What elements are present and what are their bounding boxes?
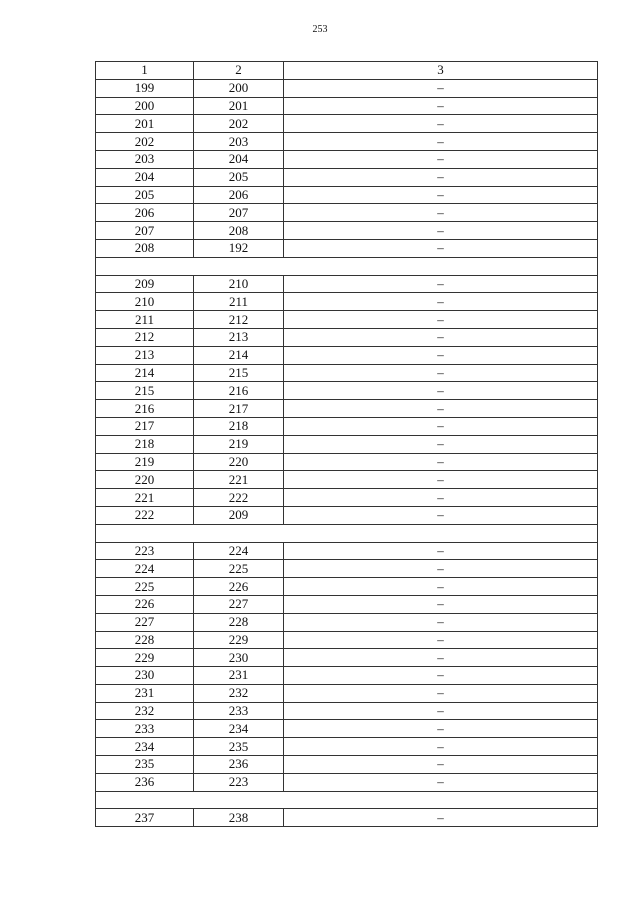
table-cell: – <box>284 382 598 400</box>
table-cell: 232 <box>96 702 194 720</box>
table-cell: 208 <box>194 222 284 240</box>
table-cell: 224 <box>96 560 194 578</box>
table-cell: – <box>284 364 598 382</box>
table-cell: – <box>284 506 598 524</box>
table-cell: 217 <box>194 400 284 418</box>
table-cell: 202 <box>194 115 284 133</box>
table-row <box>96 311 598 329</box>
table-cell: 205 <box>194 168 284 186</box>
table-cell: 202 <box>96 133 194 151</box>
table-cell: 206 <box>194 186 284 204</box>
header-cell: 3 <box>284 62 598 80</box>
table-cell: – <box>284 684 598 702</box>
header-cell: 1 <box>96 62 194 80</box>
separator-cell <box>96 524 598 542</box>
table-cell: 209 <box>194 506 284 524</box>
table-cell: 220 <box>96 471 194 489</box>
separator-row <box>96 257 598 275</box>
table-cell: 232 <box>194 684 284 702</box>
table-row <box>96 186 598 204</box>
table-cell: 229 <box>194 631 284 649</box>
table-cell: – <box>284 738 598 756</box>
table-row <box>96 239 598 257</box>
table-cell: 238 <box>194 809 284 827</box>
table-cell: – <box>284 578 598 596</box>
table-cell: – <box>284 560 598 578</box>
table-cell: – <box>284 186 598 204</box>
table-row <box>96 702 598 720</box>
table-cell: 227 <box>194 595 284 613</box>
table-cell: – <box>284 346 598 364</box>
table-cell: 237 <box>96 809 194 827</box>
table-cell: 236 <box>96 773 194 791</box>
table-row <box>96 542 598 560</box>
table-cell: 219 <box>194 435 284 453</box>
page-number: 253 <box>312 24 328 35</box>
table-row <box>96 489 598 507</box>
table-row <box>96 578 598 596</box>
table-row <box>96 364 598 382</box>
table-cell: – <box>284 400 598 418</box>
table-row <box>96 631 598 649</box>
table-cell: 235 <box>96 756 194 774</box>
table-cell: – <box>284 667 598 685</box>
table-cell: 215 <box>194 364 284 382</box>
table-cell: 230 <box>96 667 194 685</box>
table-row <box>96 346 598 364</box>
table-cell: 228 <box>194 613 284 631</box>
separator-cell <box>96 257 598 275</box>
table-cell: 226 <box>96 595 194 613</box>
table-cell: 214 <box>96 364 194 382</box>
table-cell: 219 <box>96 453 194 471</box>
table-row <box>96 649 598 667</box>
table-row <box>96 506 598 524</box>
table-cell: 204 <box>96 168 194 186</box>
table-cell: 228 <box>96 631 194 649</box>
table-row <box>96 595 598 613</box>
table-cell: – <box>284 489 598 507</box>
table-cell: 212 <box>194 311 284 329</box>
table-cell: 210 <box>96 293 194 311</box>
table-cell: 227 <box>96 613 194 631</box>
table-cell: 234 <box>96 738 194 756</box>
separator-row <box>96 524 598 542</box>
table-cell: – <box>284 756 598 774</box>
table-cell: – <box>284 239 598 257</box>
table-cell: 218 <box>194 417 284 435</box>
table-cell: 223 <box>96 542 194 560</box>
table-row <box>96 150 598 168</box>
table-cell: 222 <box>194 489 284 507</box>
table-row <box>96 79 598 97</box>
table-cell: 231 <box>194 667 284 685</box>
table-cell: – <box>284 133 598 151</box>
table-cell: 200 <box>194 79 284 97</box>
table-cell: – <box>284 204 598 222</box>
table-cell: – <box>284 809 598 827</box>
table-cell: – <box>284 115 598 133</box>
table-row <box>96 417 598 435</box>
table-row <box>96 560 598 578</box>
table-cell: – <box>284 328 598 346</box>
table-cell: 208 <box>96 239 194 257</box>
table-row <box>96 738 598 756</box>
table-cell: – <box>284 471 598 489</box>
table-row <box>96 720 598 738</box>
table-cell: – <box>284 79 598 97</box>
table-cell: 233 <box>194 702 284 720</box>
table-cell: 211 <box>96 311 194 329</box>
table-cell: 199 <box>96 79 194 97</box>
separator-row <box>96 791 598 809</box>
table-cell: 230 <box>194 649 284 667</box>
table-cell: 205 <box>96 186 194 204</box>
table-row <box>96 328 598 346</box>
table-cell: 207 <box>194 204 284 222</box>
table-cell: 223 <box>194 773 284 791</box>
header-row <box>96 62 598 80</box>
table-cell: – <box>284 720 598 738</box>
table-row <box>96 613 598 631</box>
table-cell: – <box>284 97 598 115</box>
table-row <box>96 400 598 418</box>
table-cell: 233 <box>96 720 194 738</box>
table-cell: 212 <box>96 328 194 346</box>
table-cell: 210 <box>194 275 284 293</box>
table-cell: – <box>284 222 598 240</box>
table-cell: 221 <box>194 471 284 489</box>
table-cell: 216 <box>194 382 284 400</box>
table-cell: – <box>284 275 598 293</box>
table-cell: 229 <box>96 649 194 667</box>
table-cell: 214 <box>194 346 284 364</box>
table-cell: 200 <box>96 97 194 115</box>
table-cell: 203 <box>96 150 194 168</box>
table-cell: – <box>284 293 598 311</box>
table-cell: 234 <box>194 720 284 738</box>
table-cell: – <box>284 702 598 720</box>
table-row <box>96 222 598 240</box>
table-cell: 220 <box>194 453 284 471</box>
table-row <box>96 756 598 774</box>
table-row <box>96 809 598 827</box>
table-row <box>96 471 598 489</box>
table-cell: 217 <box>96 417 194 435</box>
table-cell: 204 <box>194 150 284 168</box>
table-row <box>96 275 598 293</box>
table-row <box>96 773 598 791</box>
table-cell: – <box>284 168 598 186</box>
separator-cell <box>96 791 598 809</box>
table-cell: 215 <box>96 382 194 400</box>
table-cell: 201 <box>194 97 284 115</box>
table-cell: 222 <box>96 506 194 524</box>
table-cell: 203 <box>194 133 284 151</box>
table-row <box>96 133 598 151</box>
table-cell: – <box>284 542 598 560</box>
table-cell: – <box>284 595 598 613</box>
table-cell: 218 <box>96 435 194 453</box>
table-cell: 224 <box>194 542 284 560</box>
table-cell: – <box>284 417 598 435</box>
table-cell: – <box>284 631 598 649</box>
table-cell: 206 <box>96 204 194 222</box>
table-cell: 207 <box>96 222 194 240</box>
table-row <box>96 168 598 186</box>
table-cell: 231 <box>96 684 194 702</box>
table-cell: 211 <box>194 293 284 311</box>
table-cell: – <box>284 150 598 168</box>
table-cell: – <box>284 453 598 471</box>
table-cell: – <box>284 435 598 453</box>
table-row <box>96 684 598 702</box>
table-cell: 216 <box>96 400 194 418</box>
table-cell: 201 <box>96 115 194 133</box>
table-cell: 209 <box>96 275 194 293</box>
table-cell: 225 <box>96 578 194 596</box>
table-cell: – <box>284 613 598 631</box>
data-table <box>95 61 598 827</box>
table-cell: 235 <box>194 738 284 756</box>
table-cell: 226 <box>194 578 284 596</box>
table-cell: – <box>284 649 598 667</box>
table-cell: 236 <box>194 756 284 774</box>
table-cell: – <box>284 773 598 791</box>
table-row <box>96 435 598 453</box>
table-row <box>96 115 598 133</box>
table-row <box>96 204 598 222</box>
table-cell: 192 <box>194 239 284 257</box>
table-row <box>96 453 598 471</box>
table-cell: 225 <box>194 560 284 578</box>
header-cell: 2 <box>194 62 284 80</box>
table-row <box>96 667 598 685</box>
table-cell: 221 <box>96 489 194 507</box>
table-cell: 213 <box>96 346 194 364</box>
table-cell: 213 <box>194 328 284 346</box>
table-body <box>96 79 598 826</box>
table-cell: – <box>284 311 598 329</box>
table-row <box>96 293 598 311</box>
table-row <box>96 97 598 115</box>
table-row <box>96 382 598 400</box>
